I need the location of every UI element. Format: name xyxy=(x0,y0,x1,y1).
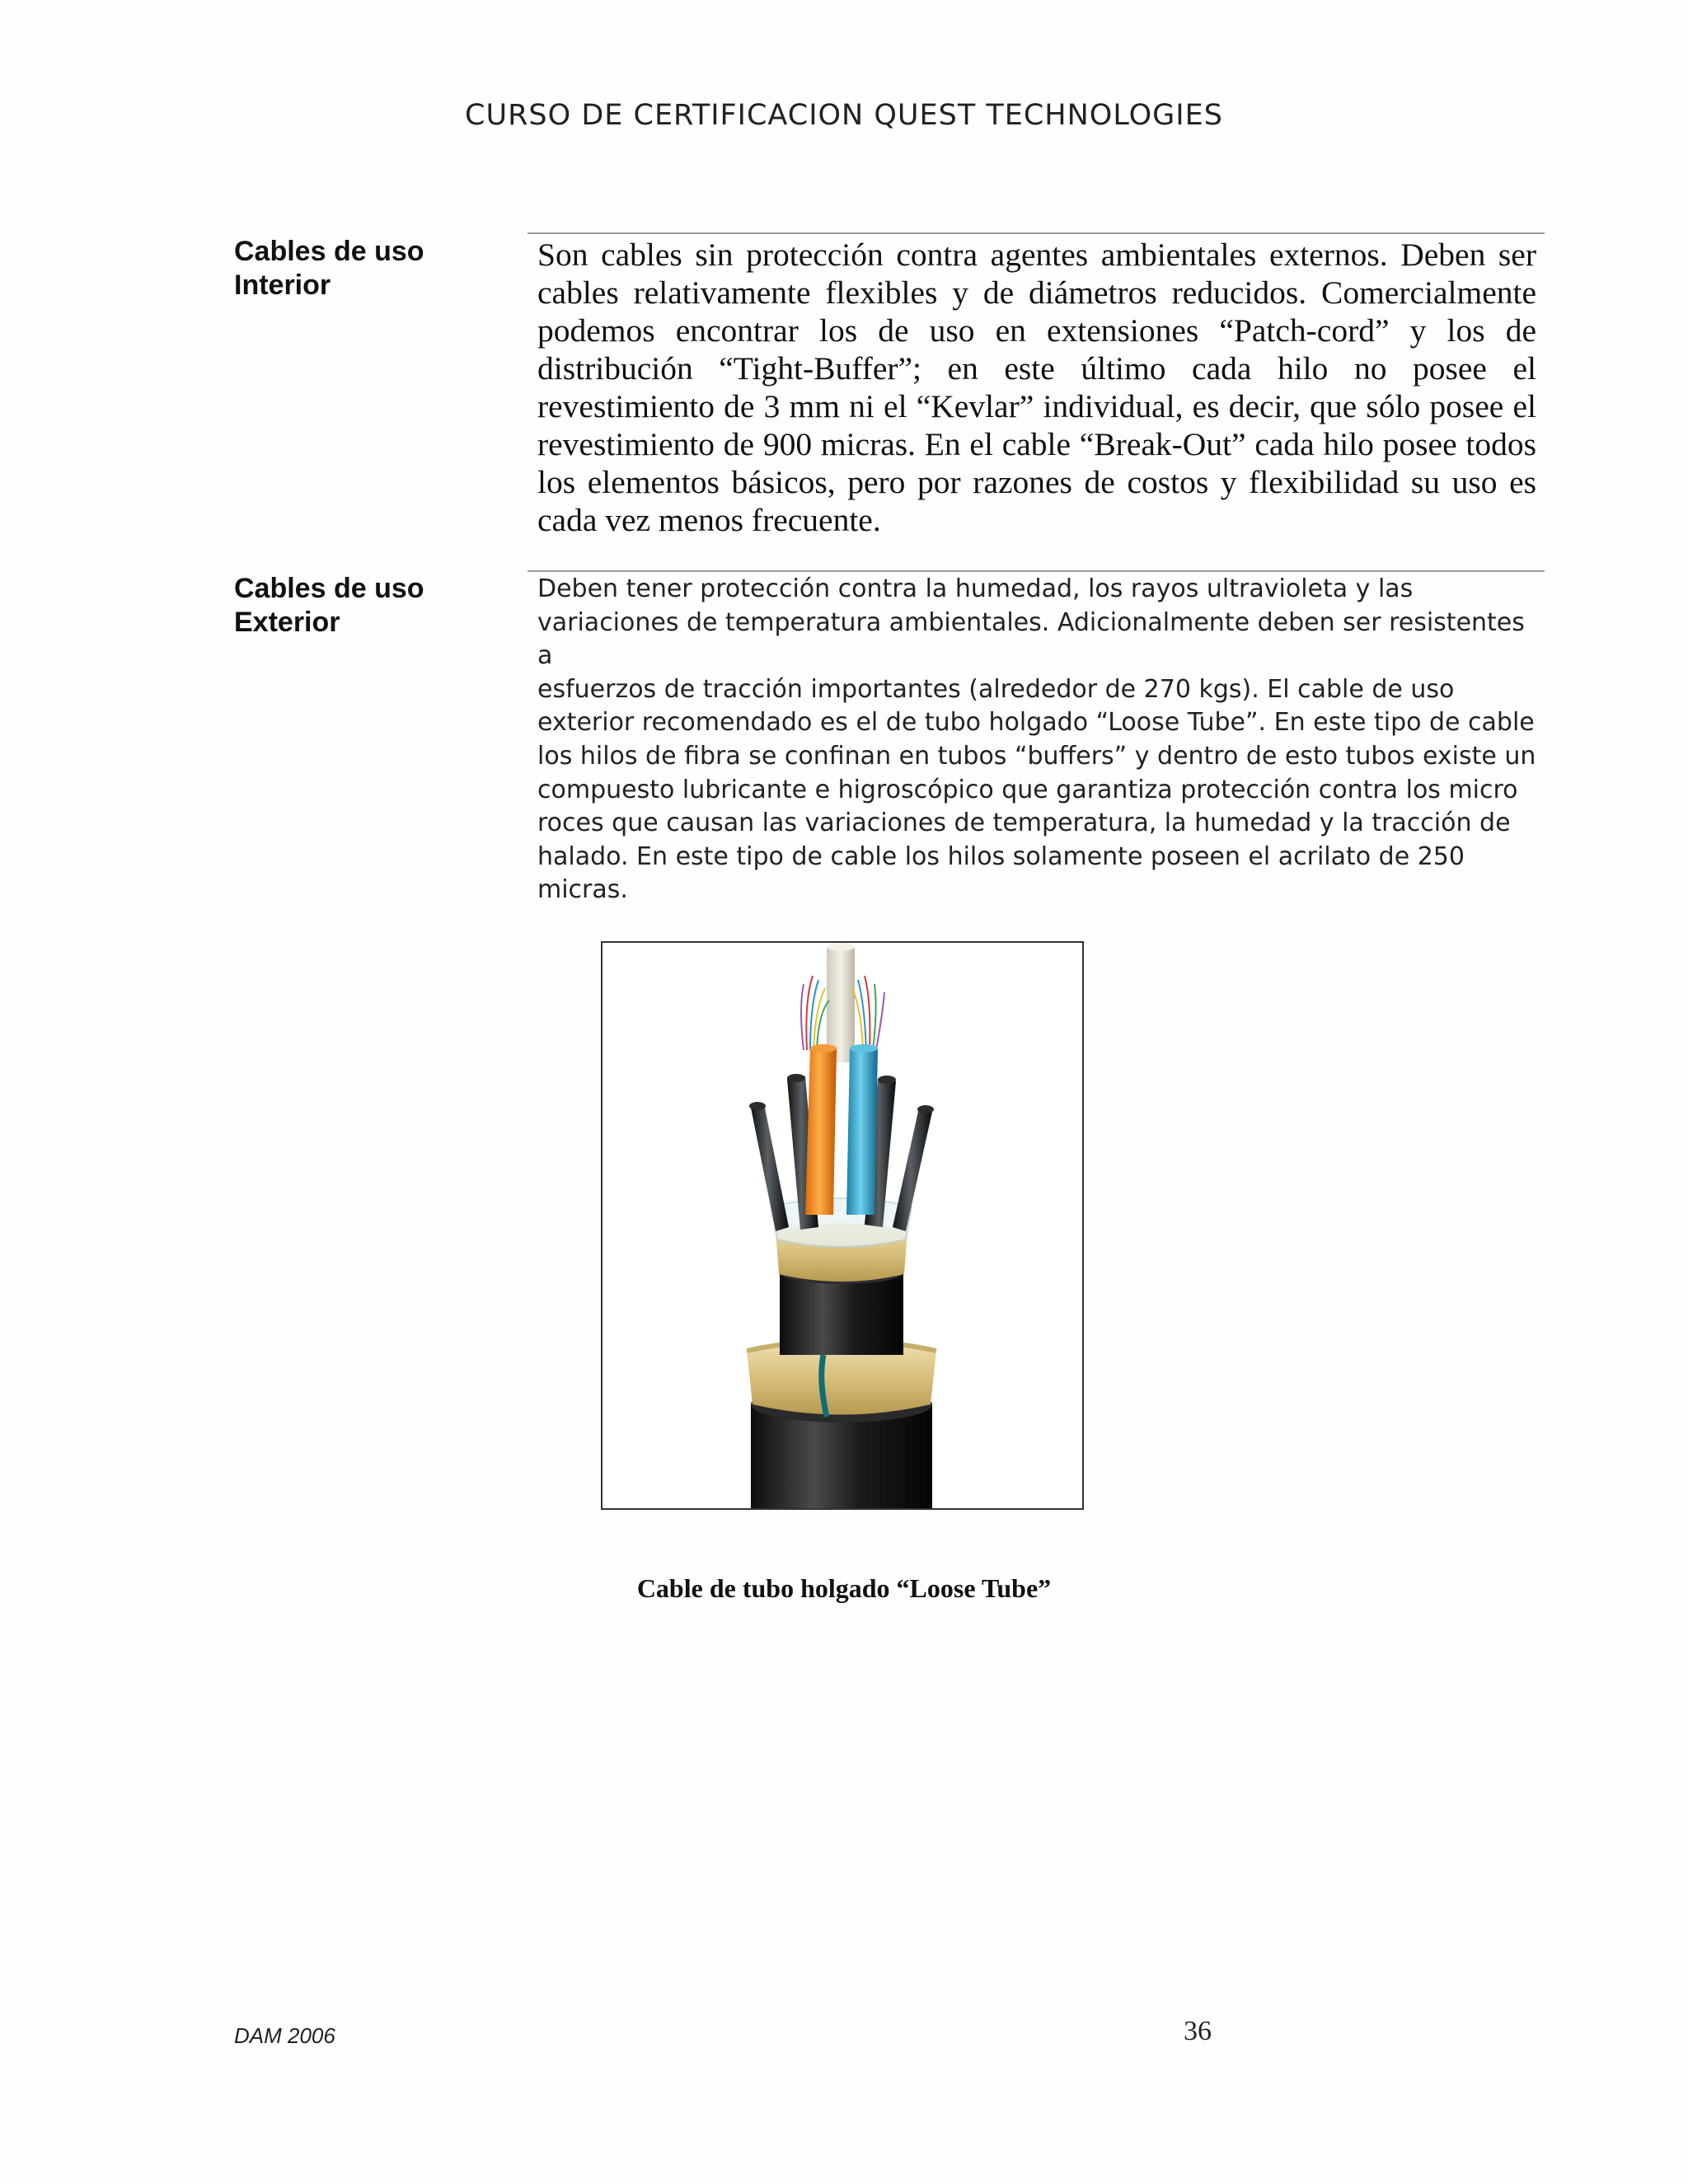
text-line: compuesto lubricante e higroscópico que garantiza protección contra los micro xyxy=(537,775,1518,804)
text-line: los hilos de fibra se confinan en tubos “buffers” y dentro de esto tubos existe un xyxy=(537,741,1536,771)
section-label xyxy=(234,572,506,640)
text-line: roces que causan las variaciones de temperatura, la humedad y la tracción de xyxy=(537,808,1511,838)
figure-caption: Cable de tubo holgado “Loose Tube” xyxy=(636,1573,1052,1603)
section-label-line: Interior xyxy=(234,269,331,301)
section-label-line: Cables de uso xyxy=(234,573,424,604)
section-body-text: Son cables sin protección contra agentes ambientales externos. Deben ser cables relativamente flexibles y de diámetros reducidos. Comercialmente podemos encontrar los de uso en extensiones “Patch-cord” y los de distribución “Tight-Buffer”; en este último cada hilo no posee el revestimiento de 3 mm ni el “Kevlar” individual, es decir, que sólo posee el revestimiento de 900 micras. En el cable “Break-Out” cada hilo posee todos los elementos básicos, pero por razones de costos y flexibilidad su uso es cada vez menos frecuente. xyxy=(537,237,1536,538)
section-label-line: Exterior xyxy=(234,607,340,638)
text-line: esfuerzos de tracción importantes (alrededor de 270 kgs). El cable de uso xyxy=(537,674,1455,704)
section-label-line: Cables de uso xyxy=(234,236,424,267)
text-line: halado. En este tipo de cable los hilos solamente poseen el acrilato de 250 xyxy=(537,841,1465,871)
text-line: variaciones de temperatura ambientales. Adicionalmente deben ser resistentes a xyxy=(537,607,1525,671)
footer-author: DAM 2006 xyxy=(234,2023,335,2048)
text-line: micras. xyxy=(537,875,628,905)
section-divider xyxy=(528,232,1545,234)
page-number: 36 xyxy=(1184,2016,1212,2046)
page-header: CURSO DE CERTIFICACION QUEST TECHNOLOGIES xyxy=(465,99,1223,132)
text-line: exterior recomendado es el de tubo holgado “Loose Tube”. En este tipo de cable xyxy=(537,708,1535,738)
section-label xyxy=(234,235,506,302)
loose-tube-cable-illustration xyxy=(603,943,1082,1508)
section-divider xyxy=(528,570,1545,572)
section-body-text xyxy=(537,573,1536,907)
text-line: Deben tener protección contra la humedad, los rayos ultravioleta y las xyxy=(537,574,1414,603)
cable-figure xyxy=(601,941,1084,1510)
